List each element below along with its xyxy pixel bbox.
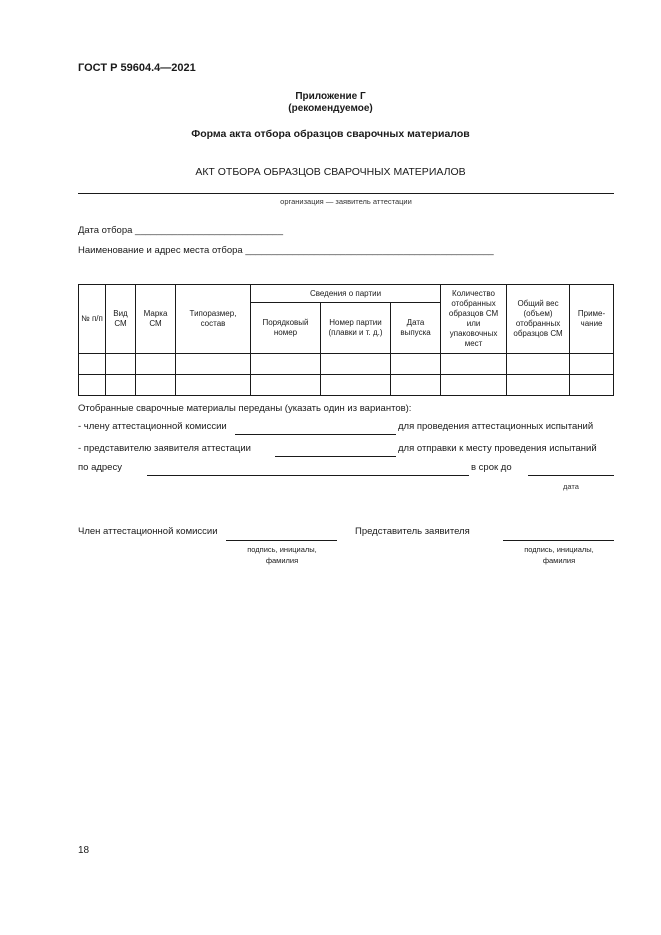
table-cell[interactable]	[251, 354, 321, 375]
commission-member-label: Член аттестационной комиссии	[78, 526, 218, 537]
sampling-place-line[interactable]: _______________________________________________	[245, 245, 494, 256]
organization-line[interactable]	[78, 193, 614, 194]
sampling-place-label: Наименование и адрес места отбора	[78, 245, 243, 256]
signature-caption-line: фамилия	[265, 555, 299, 565]
table-cell[interactable]	[321, 354, 391, 375]
signature-caption-line: фамилия	[542, 555, 576, 565]
option2-label: - представителю заявителя аттестации	[78, 443, 251, 454]
address-line[interactable]	[147, 475, 469, 476]
col-header-type: Вид СМ	[106, 285, 136, 354]
option1-line[interactable]	[235, 434, 396, 435]
col-header-batch-seq: Порядковый номер	[251, 303, 321, 354]
table-cell[interactable]	[106, 354, 136, 375]
table-cell[interactable]	[136, 354, 176, 375]
commission-member-signature-caption	[220, 545, 344, 567]
annex-title: Приложение Г	[295, 91, 366, 102]
form-title: Форма акта отбора образцов сварочных материалов	[191, 128, 470, 140]
document-code: ГОСТ Р 59604.4—2021	[78, 62, 196, 74]
sampling-date-field[interactable]	[78, 225, 283, 236]
table-cell[interactable]	[570, 375, 614, 396]
sampling-date-label: Дата отбора	[78, 225, 133, 236]
table-cell[interactable]	[321, 375, 391, 396]
col-header-num: № п/п	[79, 285, 106, 354]
organization-caption: организация — заявитель аттестации	[280, 197, 412, 206]
col-header-batch-number: Номер партии (плавки и т. д.)	[321, 303, 391, 354]
table-cell[interactable]	[79, 354, 106, 375]
table-cell[interactable]	[106, 375, 136, 396]
col-header-weight: Общий вес (объем) отобранных образцов СМ	[507, 285, 570, 354]
option2-line[interactable]	[275, 456, 396, 457]
deadline-label: в срок до	[471, 462, 512, 473]
sampling-date-line[interactable]: ____________________________	[135, 225, 283, 236]
commission-member-signature-line[interactable]	[226, 540, 337, 541]
col-header-batch-info: Сведения о партии	[251, 285, 441, 303]
samples-table	[78, 284, 614, 396]
signature-caption-line: подпись, инициалы,	[247, 545, 317, 554]
table-cell[interactable]	[507, 375, 570, 396]
applicant-signature-caption	[497, 545, 621, 567]
table-cell[interactable]	[79, 375, 106, 396]
table-cell[interactable]	[507, 354, 570, 375]
col-header-batch-date: Дата выпуска	[391, 303, 441, 354]
table-cell[interactable]	[441, 375, 507, 396]
annex-status: (рекомендуемое)	[288, 103, 373, 114]
option1-label: - члену аттестационной комиссии	[78, 421, 227, 432]
option2-purpose: для отправки к месту проведения испытаний	[398, 443, 597, 454]
table-cell[interactable]	[176, 354, 251, 375]
col-header-note: Приме-чание	[570, 285, 614, 354]
table-cell[interactable]	[570, 354, 614, 375]
deadline-line[interactable]	[528, 475, 614, 476]
option1-purpose: для проведения аттестационных испытаний	[398, 421, 594, 432]
signature-caption-line: подпись, инициалы,	[524, 545, 594, 554]
sampling-place-field[interactable]	[78, 245, 494, 256]
page-number: 18	[78, 845, 90, 856]
transfer-intro: Отобранные сварочные материалы переданы (указать один из вариантов):	[78, 403, 412, 414]
table-cell[interactable]	[251, 375, 321, 396]
table-cell[interactable]	[136, 375, 176, 396]
col-header-quantity: Количество отобранных образцов СМ или упаковочных мест	[441, 285, 507, 354]
deadline-caption: дата	[563, 482, 579, 491]
applicant-representative-label: Представитель заявителя	[355, 526, 470, 537]
table-row	[79, 375, 614, 396]
col-header-size: Типоразмер, состав	[176, 285, 251, 354]
table-cell[interactable]	[391, 354, 441, 375]
applicant-signature-line[interactable]	[503, 540, 614, 541]
table-cell[interactable]	[391, 375, 441, 396]
address-label: по адресу	[78, 462, 122, 473]
table-cell[interactable]	[176, 375, 251, 396]
act-title: АКТ ОТБОРА ОБРАЗЦОВ СВАРОЧНЫХ МАТЕРИАЛОВ	[195, 166, 466, 178]
table-row	[79, 354, 614, 375]
col-header-grade: Марка СМ	[136, 285, 176, 354]
table-cell[interactable]	[441, 354, 507, 375]
